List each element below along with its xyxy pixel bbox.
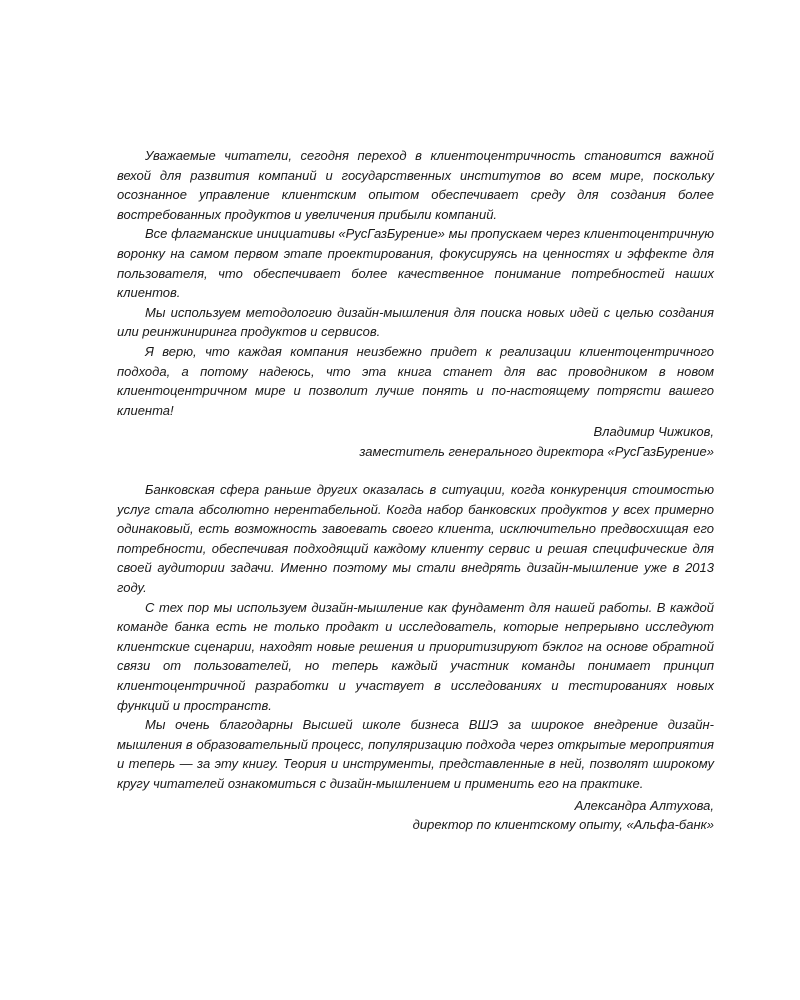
foreword-block-1 <box>117 146 714 462</box>
foreword-2-paragraph-2: С тех пор мы используем дизайн-мышление как фундамент для нашей работы. В каждой команде банка есть не только продакт и исследователь, которые непрерывно исследуют клиентские сценарии, находят новые решения и приоритизируют бэклог на основе обратной связи от пользователей, но теперь каждый участник команды понимает принцип клиентоцентричной разработки и участвует в исследованиях и тестированиях новых функций и пространств. <box>117 599 714 713</box>
foreword-1-paragraph-1: Уважаемые читатели, сегодня переход в клиентоцентричность становится важной вехой для развития компаний и государственных институтов во всем мире, поскольку осознанное управление клиентским опытом обеспечивает среду для создания более востребованных продуктов и увеличения прибыли компаний. <box>117 148 714 222</box>
foreword-1-paragraph-2: Все флагманские инициативы «РусГазБурение» мы пропускаем через клиентоцентричную воронку на самом первом этапе проектирования, фокусируясь на ценностях и эффекте для пользователя, что обеспечивает более качественное понимание потребностей наших клиентов. <box>117 226 714 301</box>
foreword-1-position: заместитель генерального директора «РусГазБурение» <box>359 443 714 459</box>
foreword-2-signature <box>117 796 714 835</box>
foreword-1-signature <box>117 422 714 461</box>
foreword-block-2 <box>117 480 714 835</box>
foreword-1-author: Владимир Чижиков, <box>593 424 714 440</box>
foreword-2-position: директор по клиентскому опыту, «Альфа-банк» <box>412 817 714 833</box>
foreword-1-paragraph-4: Я верю, что каждая компания неизбежно придет к реализации клиентоцентричного подхода, а потому надеюсь, что эта книга станет для вас проводником в новом клиентоцентричном мире и позволит лучше понять и по-настоящему потрясти вашего клиента! <box>117 343 714 418</box>
foreword-2-author: Александра Алтухова, <box>574 797 714 813</box>
foreword-2-paragraph-3: Мы очень благодарны Высшей школе бизнеса ВШЭ за широкое внедрение дизайн-мышления в образовательный процесс, популяризацию подхода через открытые мероприятия и теперь — за эту книгу. Теория и инструменты, представленные в ней, позволят широкому кругу читателей ознакомиться с дизайн-мышлением и применить его на практике. <box>117 717 714 791</box>
foreword-2-paragraph-1: Банковская сфера раньше других оказалась в ситуации, когда конкуренция стоимостью услуг стала абсолютно нерентабельной. Когда набор банковских продуктов у всех примерно одинаковый, есть возможность завоевать своего клиента, исключительно предвосхищая его потребности, обеспечивая подходящий каждому клиенту сервис и решая специфические для своей аудитории задачи. Именно поэтому мы стали внедрять дизайн-мышление уже в 2013 году. <box>117 482 714 595</box>
foreword-1-paragraph-3: Мы используем методологию дизайн-мышления для поиска новых идей с целью создания или реинжиниринга продуктов и сервисов. <box>117 304 714 340</box>
